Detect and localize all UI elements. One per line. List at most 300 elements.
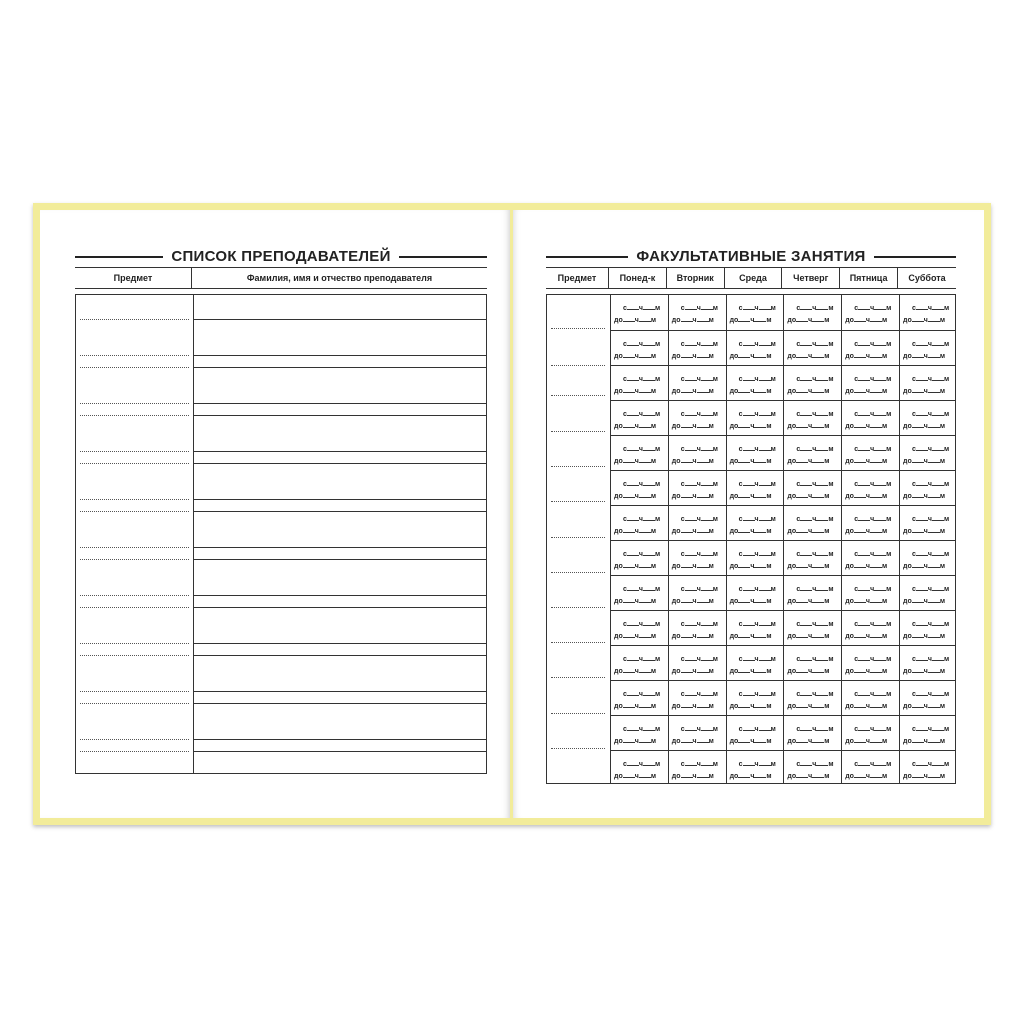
time-to [845,386,887,395]
minute-label: м [654,656,661,663]
minute-label: м [824,773,830,780]
to-label: до [903,668,912,675]
subject-writing-line [80,643,189,644]
minute-label: м [828,305,834,312]
time-slot-row [610,435,955,471]
time-from [739,303,776,312]
time-to [787,526,829,535]
hour-label: ч [634,563,639,570]
minute-label: м [766,773,772,780]
from-label: с [854,586,859,593]
hour-label: ч [754,691,759,698]
hour-label: ч [923,598,928,605]
time-from [912,619,949,628]
time-to [903,596,945,605]
from-label: с [623,726,627,733]
hour-label: ч [692,738,697,745]
from-label: с [796,621,801,628]
hour-label: ч [923,703,928,710]
name-writing-line [193,463,486,464]
from-label: с [912,516,916,523]
minute-label: м [824,598,830,605]
minute-label: м [650,423,656,430]
to-label: до [729,317,739,324]
minute-label: м [770,376,776,383]
from-label: с [796,586,801,593]
hour-label: ч [638,376,643,383]
to-label: до [903,388,912,395]
time-slot [726,295,783,330]
time-from [681,444,718,453]
time-slot [726,331,783,366]
hour-label: ч [750,493,755,500]
minute-label: м [943,341,950,348]
time-from [796,759,833,768]
time-slot [783,436,840,471]
minute-label: м [824,633,830,640]
minute-label: м [650,528,656,535]
hour-label: ч [865,388,870,395]
time-from [854,479,891,488]
minute-label: м [828,621,834,628]
time-slot [899,471,956,506]
time-from [854,444,891,453]
time-slot-row [610,540,955,576]
minute-label: м [824,317,830,324]
hour-label: ч [696,305,701,312]
hour-label: ч [927,586,932,593]
to-label: до [671,738,681,745]
time-to [845,701,887,710]
to-label: до [903,773,912,780]
electives-table-header [546,267,956,289]
minute-label: м [712,446,718,453]
subject-writing-line [551,572,605,573]
hour-label: ч [638,551,643,558]
to-label: до [845,598,854,605]
from-label: с [738,586,743,593]
minute-label: м [828,551,834,558]
subject-writing-line [551,431,605,432]
hour-label: ч [750,458,755,465]
subject-writing-line [80,703,189,704]
minute-label: м [654,376,661,383]
title-rule-right [399,256,487,258]
to-label: до [671,633,681,640]
time-to [614,596,656,605]
time-slot [610,295,667,330]
minute-label: м [882,317,888,324]
from-label: с [854,621,859,628]
hour-label: ч [812,305,817,312]
hour-label: ч [750,703,755,710]
from-label: с [854,305,859,312]
hour-label: ч [750,563,755,570]
time-from [912,374,949,383]
subject-writing-line [80,499,189,500]
hour-label: ч [870,726,875,733]
hour-label: ч [638,621,643,628]
time-from [623,514,660,523]
minute-label: м [712,411,718,418]
minute-label: м [654,551,661,558]
time-slot [726,611,783,646]
time-to [730,456,772,465]
from-label: с [912,586,916,593]
time-to [730,561,772,570]
minute-label: м [943,761,950,768]
from-label: с [623,341,627,348]
minute-label: м [939,773,945,780]
electives-table [546,294,956,784]
minute-label: м [708,668,714,675]
hour-label: ч [808,668,813,675]
time-to [614,526,656,535]
to-label: до [845,738,854,745]
hour-label: ч [696,761,701,768]
time-slot [841,366,898,401]
time-slot [783,471,840,506]
time-slot-row [610,575,955,611]
time-slot [783,681,840,716]
from-label: с [854,551,859,558]
from-label: с [680,481,685,488]
to-label: до [614,773,623,780]
hour-label: ч [865,703,870,710]
time-from [739,654,776,663]
time-to [787,596,829,605]
minute-label: м [712,516,718,523]
time-from [796,303,833,312]
minute-label: м [770,551,776,558]
hour-label: ч [870,481,875,488]
from-label: с [796,411,801,418]
time-from [912,724,949,733]
to-label: до [845,493,854,500]
time-from [681,409,718,418]
hour-label: ч [696,586,701,593]
from-label: с [680,761,685,768]
time-from [796,514,833,523]
time-to [845,315,887,324]
hour-label: ч [812,551,817,558]
minute-label: м [939,423,945,430]
subject-writing-line [80,559,189,560]
to-label: до [903,317,912,324]
time-to [614,351,656,360]
to-label: до [671,388,681,395]
from-label: с [796,341,801,348]
time-from [739,759,776,768]
from-label: с [796,726,801,733]
title-rule-left [75,256,163,258]
to-label: до [614,317,623,324]
time-slot [610,541,667,576]
from-label: с [680,726,685,733]
time-from [739,409,776,418]
time-to [787,561,829,570]
hour-label: ч [634,493,639,500]
from-label: с [623,411,627,418]
to-label: до [671,423,681,430]
time-slot [783,295,840,330]
time-slot [610,331,667,366]
minute-label: м [886,516,892,523]
name-writing-line [193,547,486,548]
minute-label: м [770,305,776,312]
hour-label: ч [808,528,813,535]
hour-label: ч [634,773,639,780]
hour-label: ч [754,481,759,488]
from-label: с [680,411,685,418]
hour-label: ч [812,516,817,523]
minute-label: м [654,411,661,418]
time-to [730,386,772,395]
hour-label: ч [754,761,759,768]
minute-label: м [766,317,772,324]
to-label: до [903,528,912,535]
minute-label: м [828,691,834,698]
hour-label: ч [696,446,701,453]
time-from [854,514,891,523]
time-to [672,596,714,605]
hour-label: ч [927,481,932,488]
from-label: с [912,656,916,663]
to-label: до [729,388,739,395]
time-slot [668,576,725,611]
minute-label: м [824,423,830,430]
time-slot [783,646,840,681]
time-to [730,631,772,640]
time-slot [668,366,725,401]
time-slot [841,401,898,436]
minute-label: м [828,656,834,663]
subject-writing-line [551,537,605,538]
subject-writing-line [551,466,605,467]
time-to [614,701,656,710]
hour-label: ч [638,726,643,733]
time-from [796,549,833,558]
minute-label: м [654,586,661,593]
to-label: до [903,353,912,360]
time-to [903,421,945,430]
hour-label: ч [696,516,701,523]
subject-writing-line [80,511,189,512]
time-to [672,561,714,570]
hour-label: ч [634,633,639,640]
hour-label: ч [754,656,759,663]
name-writing-line [193,499,486,500]
header-col-2: Вторник [667,268,725,288]
minute-label: м [654,691,661,698]
to-label: до [903,703,912,710]
minute-label: м [824,353,830,360]
to-label: до [845,528,854,535]
time-to [614,561,656,570]
minute-label: м [886,305,892,312]
time-slot [899,506,956,541]
time-slot [610,611,667,646]
time-from [912,444,949,453]
to-label: до [787,317,797,324]
name-writing-line [193,403,486,404]
time-slot [726,401,783,436]
time-from [623,654,660,663]
time-slot [610,506,667,541]
minute-label: м [650,703,656,710]
minute-label: м [882,668,888,675]
minute-label: м [708,773,714,780]
minute-label: м [886,376,892,383]
minute-label: м [708,598,714,605]
time-slot [899,541,956,576]
time-from [796,619,833,628]
time-slot [841,541,898,576]
time-to [672,421,714,430]
minute-label: м [766,633,772,640]
minute-label: м [939,668,945,675]
time-slot-row [610,365,955,401]
time-to [903,701,945,710]
time-to [672,386,714,395]
left-page [40,210,510,818]
minute-label: м [654,305,661,312]
time-slot [783,611,840,646]
hour-label: ч [870,446,875,453]
from-label: с [912,411,916,418]
to-label: до [729,353,739,360]
time-from [739,724,776,733]
from-label: с [912,481,916,488]
subject-writing-line [551,501,605,502]
time-to [730,526,772,535]
time-from [681,689,718,698]
to-label: до [671,353,681,360]
from-label: с [854,761,859,768]
time-to [903,666,945,675]
hour-label: ч [812,481,817,488]
from-label: с [738,411,743,418]
to-label: до [671,528,681,535]
hour-label: ч [750,353,755,360]
from-label: с [854,376,859,383]
time-to [903,771,945,780]
to-label: до [614,598,623,605]
from-label: с [680,586,685,593]
minute-label: м [939,458,945,465]
time-from [681,584,718,593]
to-label: до [729,633,739,640]
hour-label: ч [638,341,643,348]
minute-label: м [766,668,772,675]
minute-label: м [939,563,945,570]
from-label: с [738,551,743,558]
time-to [672,491,714,500]
hour-label: ч [754,446,759,453]
time-slot [726,506,783,541]
from-label: с [796,446,801,453]
time-to [903,351,945,360]
hour-label: ч [638,656,643,663]
minute-label: м [708,528,714,535]
time-from [854,724,891,733]
to-label: до [903,458,912,465]
minute-label: м [828,516,834,523]
time-from [912,584,949,593]
hour-label: ч [634,353,639,360]
time-to [787,421,829,430]
time-slot [610,751,667,786]
hour-label: ч [754,376,759,383]
time-to [730,736,772,745]
minute-label: м [712,691,718,698]
time-to [614,386,656,395]
minute-label: м [824,563,830,570]
time-from [739,619,776,628]
time-slot [841,646,898,681]
time-from [681,759,718,768]
hour-label: ч [754,551,759,558]
time-from [681,549,718,558]
time-from [681,514,718,523]
minute-label: м [650,598,656,605]
time-to [730,701,772,710]
to-label: до [787,738,797,745]
time-slot [783,576,840,611]
time-from [739,584,776,593]
minute-label: м [712,761,718,768]
time-slot-row [610,400,955,436]
time-from [912,689,949,698]
minute-label: м [939,388,945,395]
hour-label: ч [638,411,643,418]
time-to [672,631,714,640]
minute-label: м [654,446,661,453]
time-to [614,736,656,745]
time-to [903,491,945,500]
minute-label: м [824,738,830,745]
time-to [845,771,887,780]
hour-label: ч [923,458,928,465]
subject-writing-line [80,691,189,692]
subject-writing-line [80,595,189,596]
minute-label: м [770,621,776,628]
to-label: до [671,563,681,570]
minute-label: м [654,726,661,733]
time-from [739,549,776,558]
hour-label: ч [812,446,817,453]
hour-label: ч [692,703,697,710]
name-writing-line [193,607,486,608]
minute-label: м [824,703,830,710]
from-label: с [623,481,627,488]
hour-label: ч [812,341,817,348]
time-slot [668,751,725,786]
to-label: до [903,563,912,570]
to-label: до [671,458,681,465]
time-slot [783,506,840,541]
minute-label: м [824,668,830,675]
minute-label: м [650,563,656,570]
to-label: до [787,773,797,780]
time-slot [841,716,898,751]
time-to [787,771,829,780]
to-label: до [729,598,739,605]
minute-label: м [770,341,776,348]
to-label: до [729,668,739,675]
hour-label: ч [692,317,697,324]
hour-label: ч [750,388,755,395]
